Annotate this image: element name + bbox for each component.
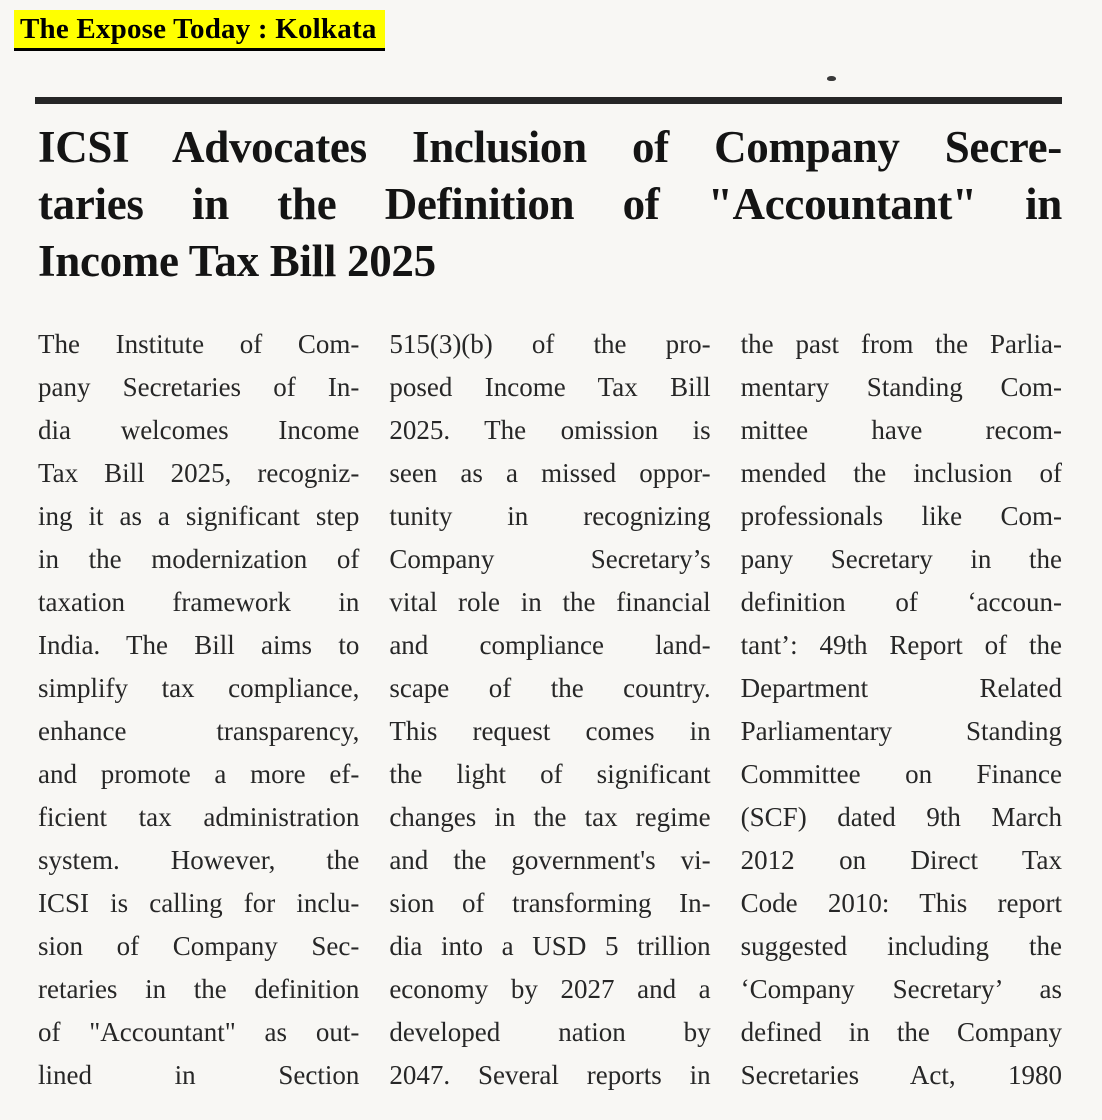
text-line: 2025. The omission is (389, 415, 711, 445)
text-line: definition of ‘accoun- (740, 587, 1062, 617)
text-line: ing it as a significant step (38, 501, 360, 531)
text-line: ICSI is calling for inclu- (38, 888, 360, 918)
text-line: dia into a USD 5 trillion (389, 931, 711, 961)
headline-line: ICSI Advocates Inclusion of Company Secre- (38, 122, 1062, 172)
text-line: taxation framework in (38, 587, 360, 617)
text-line: Company Secretary’s (389, 544, 711, 574)
article-column-2 (389, 323, 710, 1097)
text-line: in the modernization of (38, 544, 360, 574)
text-line: India. The Bill aims to (38, 630, 360, 660)
text-line: system. However, the (38, 845, 360, 875)
text-line: 2012 on Direct Tax (740, 845, 1062, 875)
text-line: tunity in recognizing (389, 501, 711, 531)
text-line: This request comes in (389, 716, 711, 746)
article-headline (38, 119, 1062, 290)
text-line: 2047. Several reports in (389, 1060, 711, 1090)
text-line: (SCF) dated 9th March (740, 802, 1062, 832)
text-line: of "Accountant" as out- (38, 1017, 360, 1047)
text-line: the past from the Parlia- (740, 329, 1062, 359)
text-line: pany Secretary in the (740, 544, 1062, 574)
text-line: The Institute of Com- (38, 329, 360, 359)
text-line: Committee on Finance (740, 759, 1062, 789)
text-line: vital role in the financial (389, 587, 711, 617)
publication-masthead (14, 10, 1062, 51)
text-line: tant’: 49th Report of the (740, 630, 1062, 660)
article-column-3 (741, 323, 1062, 1097)
text-line: seen as a missed oppor- (389, 458, 711, 488)
text-line: sion of transforming In- (389, 888, 711, 918)
text-line: retaries in the definition (38, 974, 360, 1004)
text-line: posed Income Tax Bill (389, 372, 711, 402)
text-line: pany Secretaries of In- (38, 372, 360, 402)
text-line: Code 2010: This report (740, 888, 1062, 918)
text-line: 515(3)(b) of the pro- (389, 329, 711, 359)
publication-name: The Expose Today : Kolkata (14, 10, 385, 51)
headline-line: taries in the Definition of "Accountant" in (38, 179, 1062, 229)
text-line: defined in the Company (740, 1017, 1062, 1047)
text-line: lined in Section (38, 1060, 360, 1090)
text-line: Secretaries Act, 1980 (740, 1060, 1062, 1090)
article-body (38, 323, 1062, 1097)
text-line: mended the inclusion of (740, 458, 1062, 488)
text-line: mittee have recom- (740, 415, 1062, 445)
text-line: suggested including the (740, 931, 1062, 961)
text-line: economy by 2027 and a (389, 974, 711, 1004)
text-line: enhance transparency, (38, 716, 360, 746)
text-line: scape of the country. (389, 673, 711, 703)
text-line: and promote a more ef- (38, 759, 360, 789)
text-line: and the government's vi- (389, 845, 711, 875)
text-line: sion of Company Sec- (38, 931, 360, 961)
scan-artifact-speck (827, 76, 836, 81)
text-line: Department Related (740, 673, 1062, 703)
text-line: Parliamentary Standing (740, 716, 1062, 746)
headline-line: Income Tax Bill 2025 (38, 236, 436, 286)
text-line: and compliance land- (389, 630, 711, 660)
headline-top-rule (35, 97, 1062, 104)
text-line: professionals like Com- (740, 501, 1062, 531)
text-line: dia welcomes Income (38, 415, 360, 445)
text-line: ‘Company Secretary’ as (740, 974, 1062, 1004)
article-column-1 (38, 323, 359, 1097)
text-line: mentary Standing Com- (740, 372, 1062, 402)
text-line: ficient tax administration (38, 802, 360, 832)
text-line: the light of significant (389, 759, 711, 789)
text-line: changes in the tax regime (389, 802, 711, 832)
text-line: simplify tax compliance, (38, 673, 360, 703)
text-line: developed nation by (389, 1017, 711, 1047)
text-line: Tax Bill 2025, recogniz- (38, 458, 360, 488)
